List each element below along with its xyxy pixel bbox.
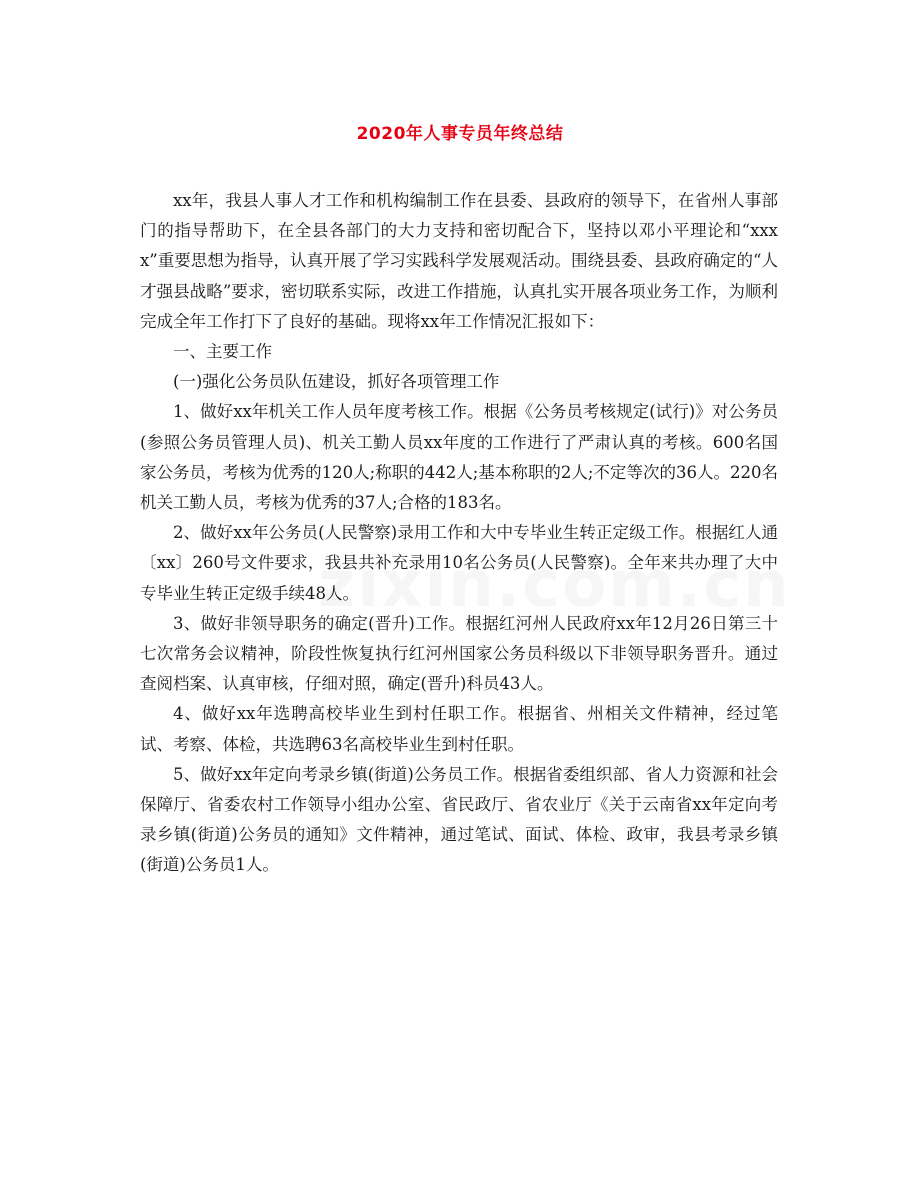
document-title: 2020年人事专员年终总结	[356, 124, 564, 144]
section-heading-main-work: 一、主要工作	[173, 342, 272, 362]
paragraph-item-2: 2、做好xx年公务员(人民警察)录用工作和大中专毕业生转正定级工作。根据红人通〔xx〕260号文件要求，我县共补充录用10名公务员(人民警察)。全年来共办理了大中专毕业生转正定级手续48人。	[140, 523, 778, 603]
paragraph-item-3: 3、做好非领导职务的确定(晋升)工作。根据红河州人民政府xx年12月26日第三十七次常务会议精神，阶段性恢复执行红河州国家公务员科级以下非领导职务晋升。通过查阅档案、认真审核，仔细对照，确定(晋升)科员43人。	[140, 613, 778, 694]
document-body	[140, 186, 778, 881]
paragraph-item-4: 4、做好xx年选聘高校毕业生到村任职工作。根据省、州相关文件精神，经过笔试、考察、体检，共选聘63名高校毕业生到村任职。	[140, 704, 778, 754]
subsection-heading-civil-servant: (一)强化公务员队伍建设，抓好各项管理工作	[173, 372, 500, 392]
paragraph-intro: xx年，我县人事人才工作和机构编制工作在县委、县政府的领导下，在省州人事部门的指导帮助下，在全县各部门的大力支持和密切配合下，坚持以邓小平理论和“xxxx”重要思想为指导，认真开展了学习实践科学发展观活动。围绕县委、县政府确定的“人才强县战略”要求，密切联系实际，改进工作措施，认真扎实开展各项业务工作，为顺利完成全年工作打下了良好的基础。现将xx年工作情况汇报如下：	[140, 191, 778, 331]
paragraph-item-5: 5、做好xx年定向考录乡镇(街道)公务员工作。根据省委组织部、省人力资源和社会保障厅、省委农村工作领导小组办公室、省民政厅、省农业厅《关于云南省xx年定向考录乡镇(街道)公务员的通知》文件精神，通过笔试、面试、体检、政审，我县考录乡镇(街道)公务员1人。	[140, 764, 778, 875]
paragraph-item-1: 1、做好xx年机关工作人员年度考核工作。根据《公务员考核规定(试行)》对公务员(参照公务员管理人员)、机关工勤人员xx年度的工作进行了严肃认真的考核。600名国家公务员，考核为优秀的120人;称职的442人;基本称职的2人;不定等次的36人。220名机关工勤人员，考核为优秀的37人;合格的183名。	[140, 402, 778, 513]
